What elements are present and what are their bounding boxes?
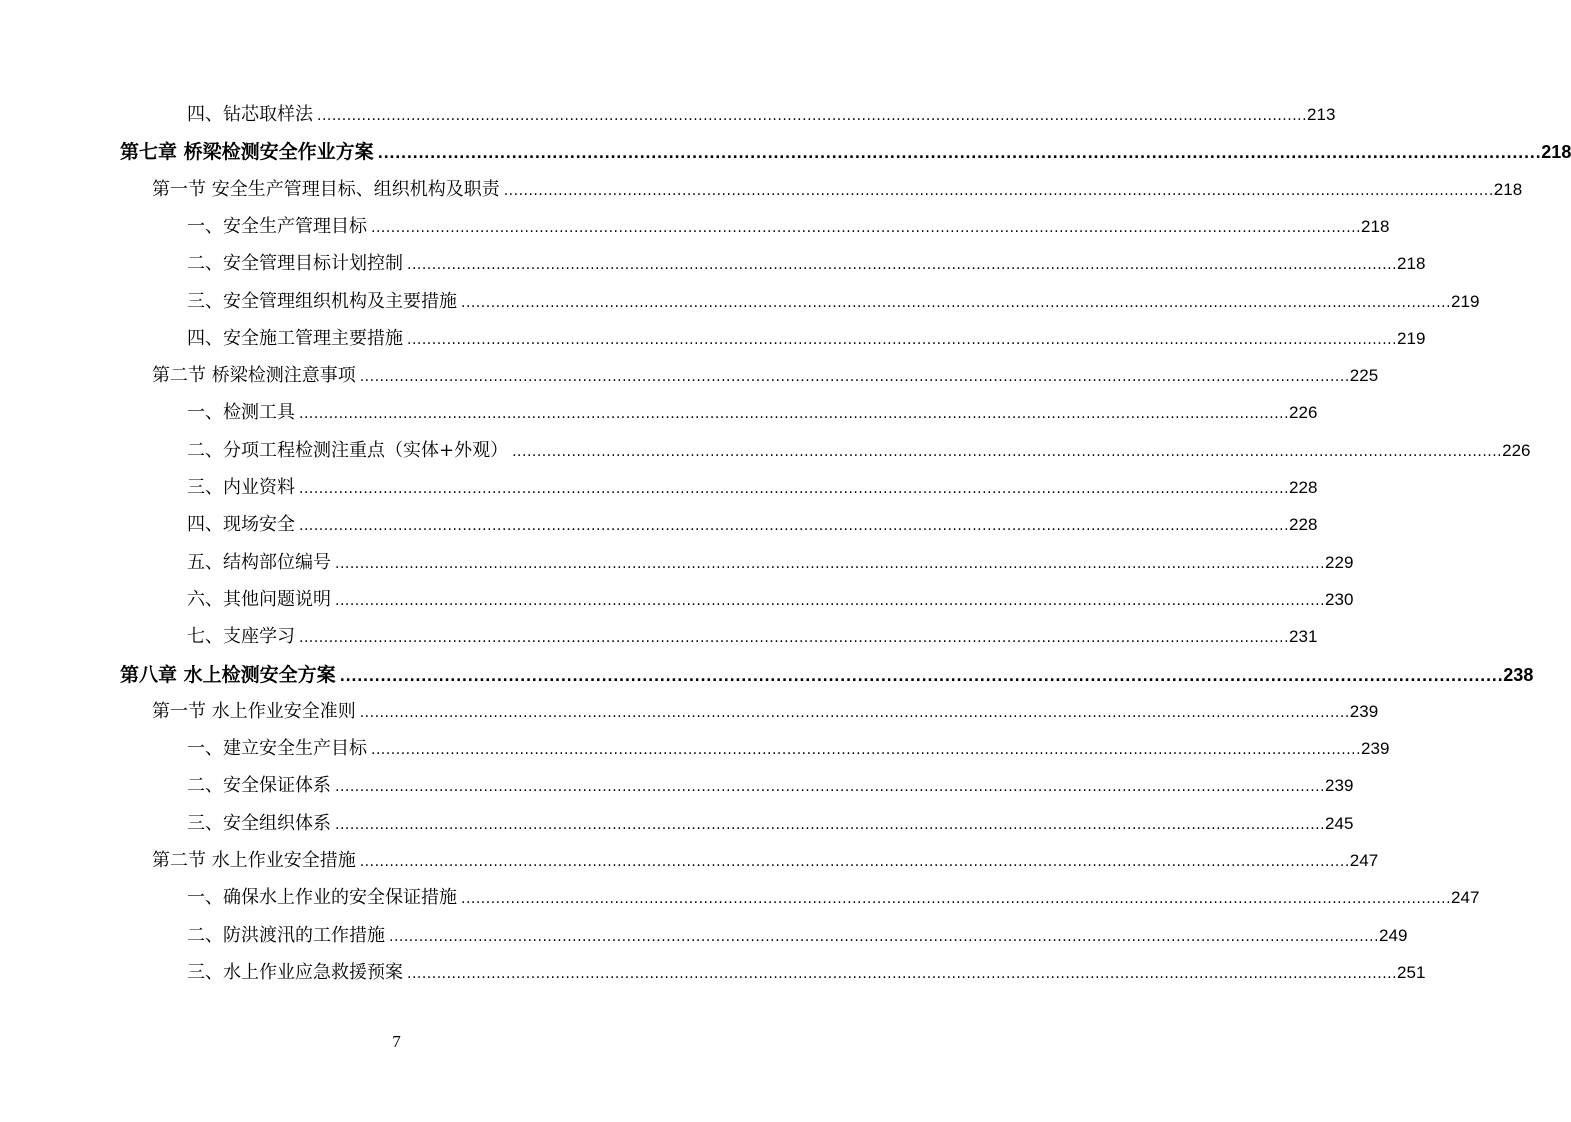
- toc-entry-title: 一、确保水上作业的安全保证措施: [187, 887, 457, 909]
- toc-subsection-entry[interactable]: [187, 771, 1354, 801]
- toc-leader-dots: ........................................................................................................................................................................................................: [377, 146, 1542, 163]
- toc-entry-title: 三、水上作业应急救援预案: [187, 961, 403, 983]
- toc-leader-dots: ........................................................................................................................................................................................................: [299, 481, 1290, 497]
- toc-leader-dots: ........................................................................................................................................................................................................: [461, 891, 1452, 908]
- toc-subsection-entry[interactable]: [187, 958, 1426, 988]
- toc-subsection-entry[interactable]: [187, 622, 1318, 652]
- toc-entry-page: 239: [1349, 701, 1379, 721]
- toc-subsection-entry[interactable]: [187, 287, 1480, 317]
- toc-leader-dots: ........................................................................................................................................................................................................: [299, 630, 1290, 647]
- toc-subsection-entry[interactable]: [187, 324, 1426, 354]
- toc-entry-page: 226: [1289, 403, 1318, 423]
- toc-entry-title: 第七章 桥梁检测安全作业方案: [120, 141, 374, 164]
- toc-entry-page: 225: [1349, 366, 1379, 386]
- toc-subsection-entry[interactable]: [187, 809, 1354, 839]
- toc-entry-page: 238: [1503, 664, 1534, 685]
- page-number: 7: [392, 1032, 401, 1051]
- toc-entry-title: 二、安全管理目标计划控制: [187, 253, 403, 275]
- toc-entry-title: 三、安全组织体系: [187, 812, 331, 834]
- toc-entry-page: 231: [1289, 627, 1318, 647]
- toc-entry-page: 218: [1493, 179, 1523, 199]
- toc-entry-title: 六、其他问题说明: [187, 588, 331, 610]
- toc-entry-title: 一、检测工具: [187, 402, 295, 424]
- toc-subsection-entry[interactable]: [187, 473, 1318, 503]
- toc-entry-title: 四、钻芯取样法: [187, 104, 313, 125]
- toc-leader-dots: ........................................................................................................................................................................................................: [359, 369, 1350, 386]
- toc-entry-page: 239: [1361, 739, 1390, 759]
- toc-leader-dots: ........................................................................................................................................................................................................: [335, 816, 1326, 833]
- toc-entry-page: 228: [1289, 478, 1318, 497]
- toc-leader-dots: ........................................................................................................................................................................................................: [461, 294, 1452, 311]
- toc-entry-title: 第一节 水上作业安全准则: [152, 700, 356, 722]
- toc-leader-dots: ........................................................................................................................................................................................................: [299, 518, 1290, 535]
- toc-leader-dots: ........................................................................................................................................................................................................: [407, 331, 1398, 348]
- toc-leader-dots: ........................................................................................................................................................................................................: [371, 219, 1362, 236]
- toc-subsection-entry[interactable]: [187, 100, 1336, 130]
- toc-subsection-entry[interactable]: [187, 212, 1390, 242]
- toc-chapter-entry[interactable]: [120, 137, 1571, 167]
- toc-entry-page: 239: [1325, 776, 1354, 796]
- toc-subsection-entry[interactable]: [187, 436, 1531, 466]
- toc-leader-dots: ........................................................................................................................................................................................................: [339, 668, 1504, 685]
- toc-entry-page: 249: [1379, 925, 1408, 945]
- toc-entry-title: 第二节 水上作业安全措施: [152, 850, 356, 871]
- toc-entry-title: 五、结构部位编号: [187, 551, 331, 573]
- toc-section-entry[interactable]: [152, 175, 1523, 205]
- toc-section-entry[interactable]: [152, 697, 1379, 727]
- toc-subsection-entry[interactable]: [187, 921, 1408, 951]
- toc-entry-page: 247: [1349, 851, 1379, 870]
- toc-subsection-entry[interactable]: [187, 585, 1354, 615]
- toc-subsection-entry[interactable]: [187, 548, 1354, 578]
- toc-leader-dots: ........................................................................................................................................................................................................: [389, 928, 1380, 945]
- toc-entry-page: 229: [1325, 552, 1354, 572]
- toc-entry-page: 218: [1541, 142, 1571, 163]
- toc-leader-dots: ........................................................................................................................................................................................................: [503, 182, 1494, 199]
- toc-leader-dots: ........................................................................................................................................................................................................: [359, 854, 1350, 870]
- toc-entry-title: 四、安全施工管理主要措施: [187, 327, 403, 349]
- toc-leader-dots: ........................................................................................................................................................................................................: [512, 443, 1503, 460]
- toc-leader-dots: ........................................................................................................................................................................................................: [359, 704, 1350, 721]
- toc-entry-title: 一、安全生产管理目标: [187, 215, 367, 237]
- toc-entry-title: 四、现场安全: [187, 514, 295, 536]
- toc-section-entry[interactable]: [152, 361, 1379, 391]
- toc-leader-dots: ........................................................................................................................................................................................................: [335, 592, 1326, 609]
- toc-entry-title: 七、支座学习: [187, 626, 295, 648]
- toc-entry-page: 219: [1397, 328, 1426, 348]
- toc-entry-title: 第八章 水上检测安全方案: [120, 663, 336, 686]
- toc-entry-page: 247: [1451, 888, 1480, 908]
- toc-entry-page: 226: [1502, 440, 1531, 460]
- toc-entry-title: 第二节 桥梁检测注意事项: [152, 365, 356, 387]
- toc-entry-title: 第一节 安全生产管理目标、组织机构及职责: [152, 178, 500, 200]
- toc-entry-title: 二、安全保证体系: [187, 775, 331, 797]
- toc-subsection-entry[interactable]: [187, 510, 1318, 540]
- toc-subsection-entry[interactable]: [187, 734, 1390, 764]
- toc-leader-dots: ........................................................................................................................................................................................................: [335, 555, 1326, 572]
- toc-leader-dots: ........................................................................................................................................................................................................: [371, 742, 1362, 759]
- toc-entry-title: 二、分项工程检测注重点（实体+外观）: [187, 439, 509, 461]
- toc-chapter-entry[interactable]: [120, 660, 1534, 690]
- toc-subsection-entry[interactable]: [187, 398, 1318, 428]
- toc-entry-page: 230: [1325, 589, 1354, 609]
- toc-leader-dots: ........................................................................................................................................................................................................: [407, 965, 1398, 982]
- toc-entry-title: 一、建立安全生产目标: [187, 738, 367, 760]
- toc-entry-title: 二、防洪渡汛的工作措施: [187, 924, 385, 946]
- toc-entry-title: 三、安全管理组织机构及主要措施: [187, 290, 457, 312]
- toc-entry-page: 228: [1289, 515, 1318, 535]
- toc-entry-page: 213: [1307, 105, 1336, 124]
- toc-subsection-entry[interactable]: [187, 883, 1480, 913]
- toc-leader-dots: ........................................................................................................................................................................................................: [335, 779, 1326, 796]
- toc-entry-page: 251: [1397, 962, 1426, 982]
- toc-subsection-entry[interactable]: [187, 249, 1426, 279]
- toc-leader-dots: ........................................................................................................................................................................................................: [317, 108, 1308, 124]
- toc-leader-dots: ........................................................................................................................................................................................................: [407, 257, 1398, 274]
- toc-entry-page: 245: [1325, 813, 1354, 833]
- toc-entry-page: 218: [1397, 254, 1426, 274]
- toc-section-entry[interactable]: [152, 846, 1379, 876]
- toc-entry-page: 218: [1361, 216, 1390, 236]
- toc-entry-page: 219: [1451, 291, 1480, 311]
- toc-entry-title: 三、内业资料: [187, 477, 295, 498]
- toc-leader-dots: ........................................................................................................................................................................................................: [299, 406, 1290, 423]
